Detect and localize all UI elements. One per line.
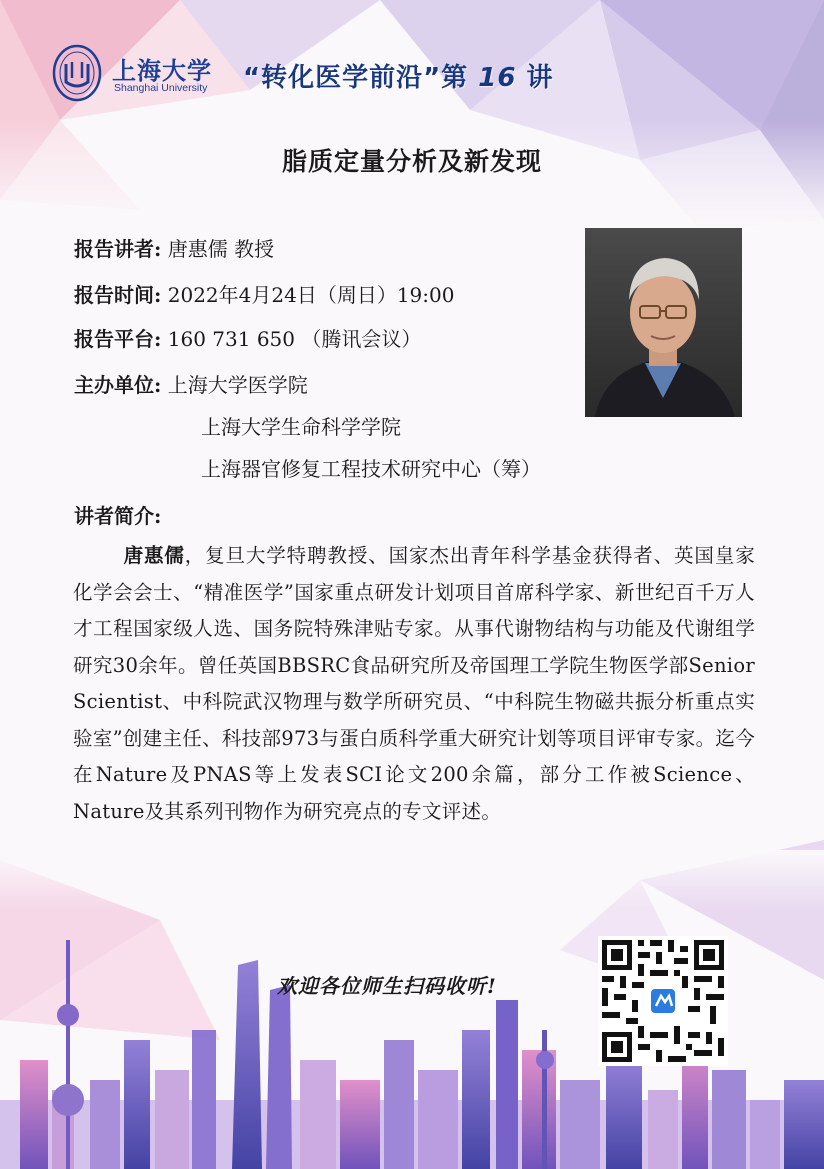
speaker-bio bbox=[73, 538, 755, 830]
university-emblem-icon bbox=[52, 44, 102, 102]
series-number: 16 bbox=[478, 63, 517, 93]
platform-label: 报告平台: bbox=[74, 327, 162, 351]
bio-name: 唐惠儒 bbox=[123, 544, 185, 567]
university-name-en: Shanghai University bbox=[114, 82, 208, 94]
qr-code-icon[interactable] bbox=[598, 936, 728, 1066]
time-value: 2022年4月24日（周日）19:00 bbox=[167, 283, 455, 307]
organizer-1: 上海大学医学院 bbox=[167, 373, 308, 397]
speaker-value: 唐惠儒 教授 bbox=[167, 237, 275, 261]
speaker-row bbox=[74, 237, 274, 261]
platform-value: 160 731 650 （腾讯会议） bbox=[167, 327, 422, 351]
organizer-2: 上海大学生命科学学院 bbox=[201, 415, 401, 439]
organizer-label: 主办单位: bbox=[74, 373, 162, 397]
time-row bbox=[74, 283, 454, 307]
bio-text: ，复旦大学特聘教授、国家杰出青年科学基金获得者、英国皇家化学会会士、“精准医学”国家重点研发计划项目首席科学家、新世纪百千万人才工程国家级人选、国务院特殊津贴专家。从事代谢物结构与功能及代谢组学研究30余年。曾任英国BBSRC食品研究所及帝国理工学院生物医学部Senior Scientist、中科院武汉物理与数学所研究员、“中科院生物磁共振分析重点实验室”创建主任、科技部973与蛋白质科学重大研究计划等项目评审专家。迄今在Nature及PNAS等上发表SCI论文200余篇，部分工作被Science、Nature及其系列刊物作为研究亮点的专文评述。 bbox=[73, 544, 755, 823]
welcome-text: 欢迎各位师生扫码收听! bbox=[277, 974, 497, 998]
platform-row bbox=[74, 327, 421, 351]
series-title bbox=[243, 57, 554, 94]
series-suffix: 讲 bbox=[526, 63, 554, 93]
university-name-cn: 上海大学 bbox=[112, 56, 212, 85]
speaker-photo bbox=[585, 228, 742, 417]
series-prefix: “转化医学前沿”第 bbox=[243, 63, 469, 93]
organizer-3: 上海器官修复工程技术研究中心（筹） bbox=[201, 457, 541, 481]
speaker-label: 报告讲者: bbox=[74, 237, 162, 261]
time-label: 报告时间: bbox=[74, 283, 162, 307]
intro-label: 讲者简介: bbox=[74, 504, 162, 528]
lecture-title: 脂质定量分析及新发现 bbox=[281, 147, 542, 176]
organizer-row bbox=[74, 373, 308, 397]
